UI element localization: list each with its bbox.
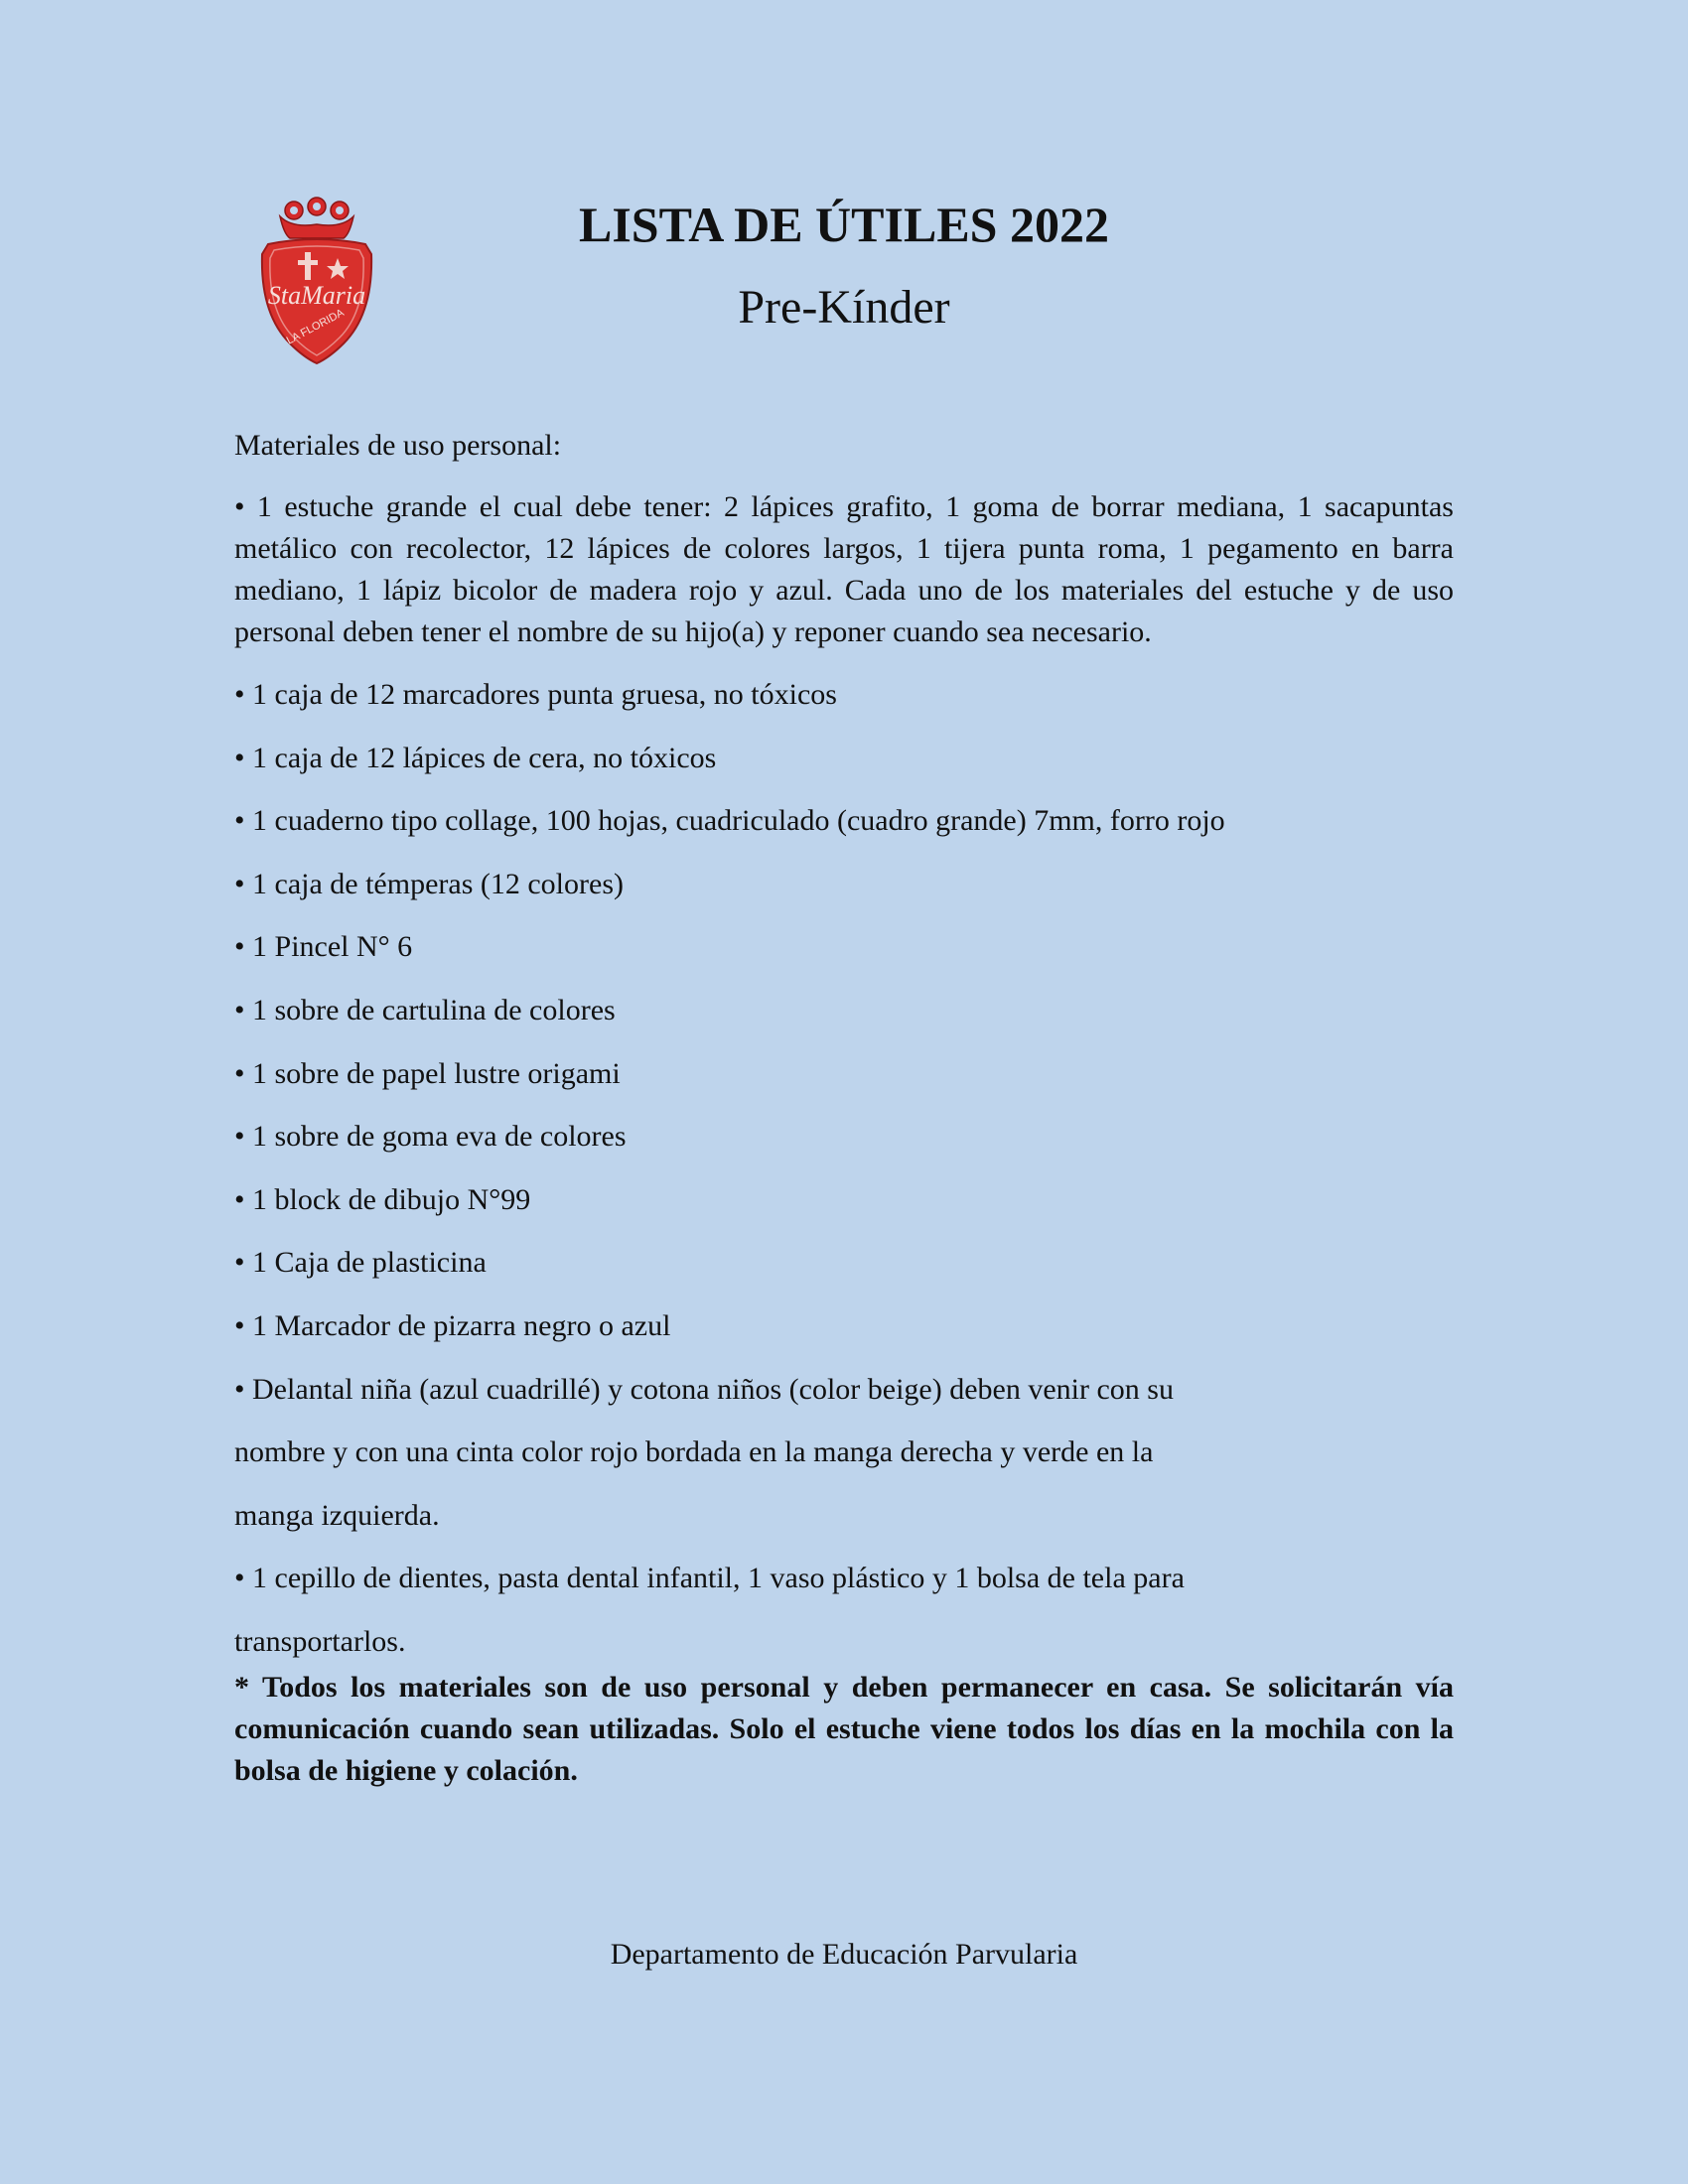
list-item: • 1 caja de 12 marcadores punta gruesa, no tóxicos bbox=[234, 678, 837, 711]
list-item: • 1 block de dibujo N°99 bbox=[234, 1182, 531, 1216]
delantal-line: nombre y con una cinta color rojo bordada en la manga derecha y verde en la bbox=[234, 1435, 1154, 1469]
list-item: • 1 caja de 12 lápices de cera, no tóxicos bbox=[234, 741, 717, 774]
svg-text:StaMaria: StaMaria bbox=[267, 281, 366, 310]
title-text: LISTA DE ÚTILES 2022 bbox=[579, 197, 1109, 252]
important-note: * Todos los materiales son de uso personal y deben permanecer en casa. Se solicitarán vía comunicación cuando sean utilizadas. Solo el estuche viene todos los días en la mochila con la bolsa de higiene y colación. bbox=[234, 1670, 1454, 1787]
svg-text:LA FLORIDA: LA FLORIDA bbox=[284, 307, 347, 347]
list-item: • 1 sobre de papel lustre origami bbox=[234, 1056, 621, 1090]
page-subtitle: Pre-Kínder bbox=[738, 281, 950, 334]
page-title bbox=[0, 195, 1688, 254]
list-item: • 1 caja de témperas (12 colores) bbox=[234, 867, 624, 900]
section-label: Materiales de uso personal: bbox=[234, 429, 562, 462]
list-item: • 1 Marcador de pizarra negro o azul bbox=[234, 1308, 671, 1342]
list-item: • 1 sobre de cartulina de colores bbox=[234, 993, 616, 1026]
list-item: • 1 Caja de plasticina bbox=[234, 1246, 487, 1280]
department-footer: Departamento de Educación Parvularia bbox=[610, 1938, 1078, 1971]
cepillo-line: • 1 cepillo de dientes, pasta dental infantil, 1 vaso plástico y 1 bolsa de tela para bbox=[234, 1562, 1185, 1595]
delantal-line: • Delantal niña (azul cuadrillé) y cotona niños (color beige) deben venir con su bbox=[234, 1372, 1174, 1406]
delantal-line: manga izquierda. bbox=[234, 1498, 440, 1532]
list-item: • 1 cuaderno tipo collage, 100 hojas, cuadriculado (cuadro grande) 7mm, forro rojo bbox=[234, 804, 1225, 838]
materials-list bbox=[234, 425, 1454, 1792]
list-item: • 1 sobre de goma eva de colores bbox=[234, 1120, 627, 1154]
list-item: • 1 Pincel N° 6 bbox=[234, 930, 413, 964]
cepillo-line: transportarlos. bbox=[234, 1624, 406, 1658]
estuche-paragraph: • 1 estuche grande el cual debe tener: 2 lápices grafito, 1 goma de borrar mediana, 1 sacapuntas metálico con recolector, 12 lápices de colores largos, 1 tijera punta roma, 1 pegamento en barra mediano, 1 lápiz bicolor de madera rojo y azul. Cada uno de los materiales del estuche y de uso personal deben tener el nombre de su hijo(a) y reponer cuando sea necesario. bbox=[234, 490, 1454, 648]
